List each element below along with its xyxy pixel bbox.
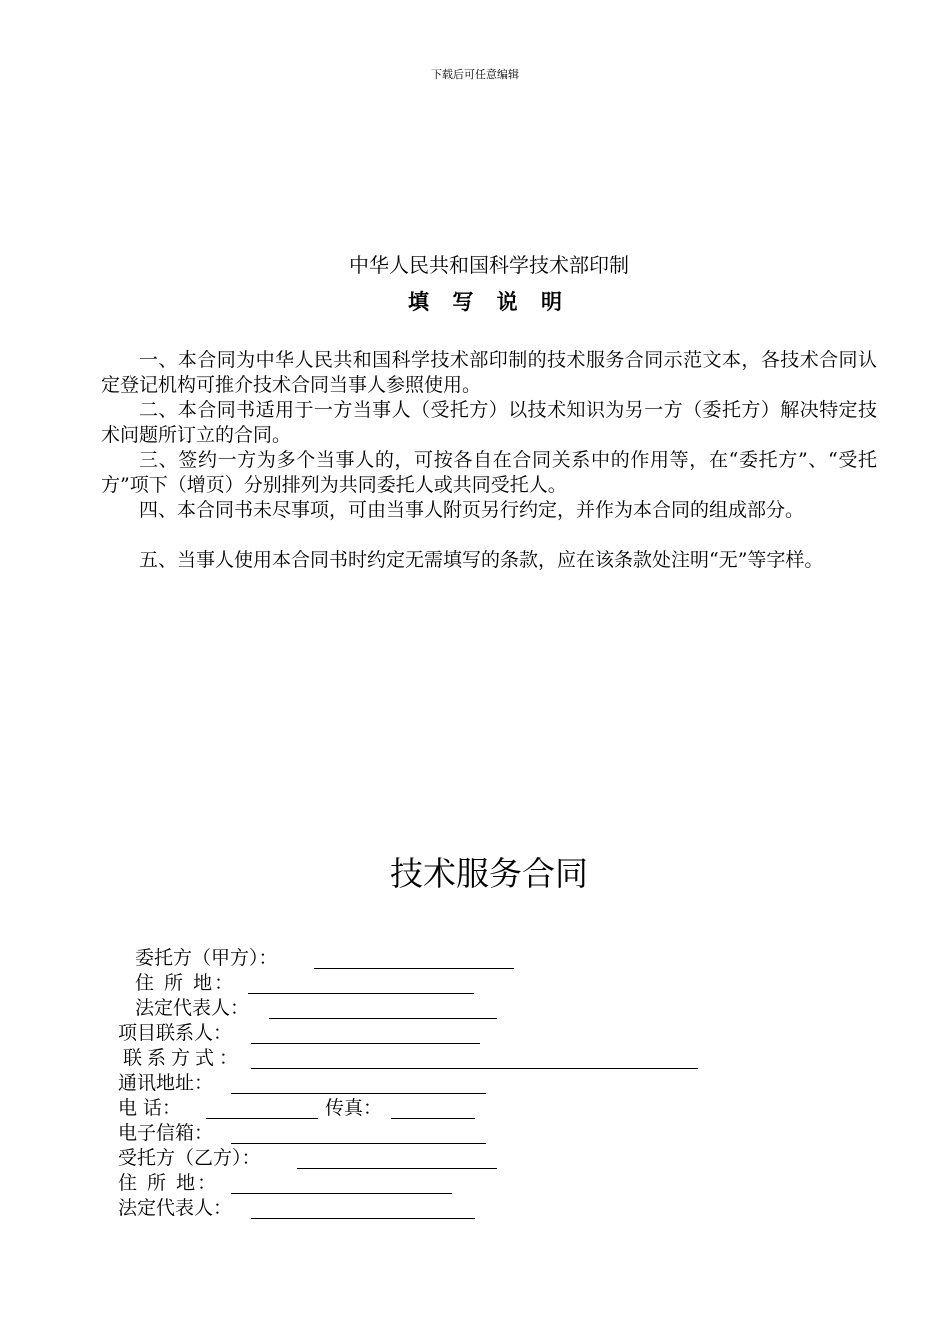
contractor-address-blank[interactable]: [231, 1193, 452, 1194]
contractor-rep-label: 法定代表人：: [118, 1197, 233, 1219]
mail-address-label: 通讯地址：: [118, 1072, 214, 1094]
phone-label: 电 话：: [118, 1097, 182, 1119]
email-blank[interactable]: [231, 1143, 486, 1144]
email-label: 电子信箱：: [118, 1122, 214, 1144]
contractor-label: 受托方（乙方）：: [118, 1147, 261, 1169]
instruction-item-4: 四、本合同书未尽事项，可由当事人附页另行约定，并作为本合同的组成部分。: [139, 499, 805, 521]
contact-method-blank[interactable]: [251, 1068, 698, 1069]
contract-title: 技术服务合同: [390, 854, 588, 893]
contact-method-label: 联系方式：: [123, 1047, 244, 1069]
instruction-item-5: 五、当事人使用本合同书时约定无需填写的条款，应在该条款处注明“无”等字样。: [139, 549, 824, 571]
client-address-blank[interactable]: [248, 993, 474, 994]
mail-address-blank[interactable]: [231, 1093, 486, 1094]
instructions-title: 填 写 说 明: [408, 290, 570, 314]
header-note: 下载后可任意编辑: [431, 68, 519, 81]
instruction-item-1: 一、本合同为中华人民共和国科学技术部印制的技术服务合同示范文本，各技术合同认定登记机构可推介技术合同当事人参照使用。: [101, 349, 877, 396]
client-label: 委托方（甲方）：: [135, 947, 278, 969]
issuing-organization: 中华人民共和国科学技术部印制: [349, 253, 629, 277]
client-address-label: 住 所 地：: [135, 972, 236, 994]
instruction-item-3: 三、签约一方为多个当事人的，可按各自在合同关系中的作用等，在“委托方”、“受托方”项下（增页）分别排列为共同委托人或共同受托人。: [101, 449, 877, 496]
client-rep-label: 法定代表人：: [135, 997, 250, 1019]
contractor-rep-blank[interactable]: [251, 1218, 475, 1219]
instruction-item-2: 二、本合同书适用于一方当事人（受托方）以技术知识为另一方（委托方）解决特定技术问题所订立的合同。: [101, 399, 877, 446]
project-contact-blank[interactable]: [251, 1043, 480, 1044]
fax-label: 传真：: [325, 1097, 383, 1119]
client-rep-blank[interactable]: [269, 1018, 497, 1019]
client-blank[interactable]: [314, 968, 514, 969]
contractor-address-label: 住 所 地：: [118, 1172, 219, 1194]
fax-blank[interactable]: [391, 1118, 475, 1119]
phone-blank[interactable]: [206, 1118, 318, 1119]
project-contact-label: 项目联系人：: [118, 1022, 233, 1044]
contractor-blank[interactable]: [297, 1168, 497, 1169]
